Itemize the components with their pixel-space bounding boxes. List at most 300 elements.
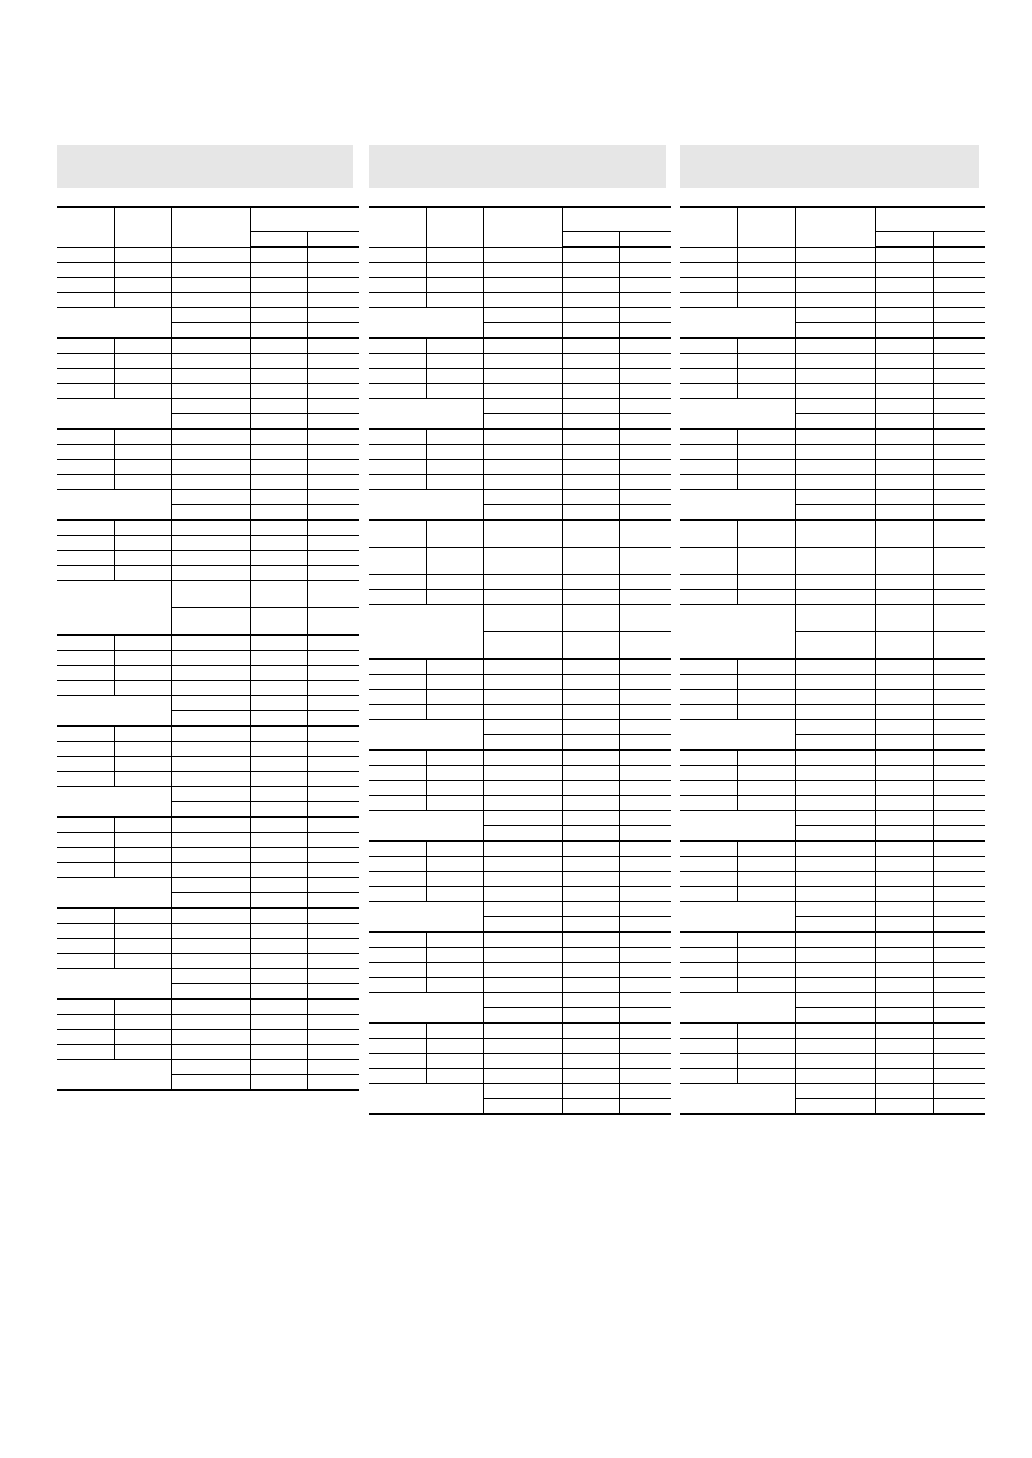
table-row: [680, 675, 985, 690]
table-row: [680, 520, 985, 548]
table-cell: [620, 948, 671, 963]
table-cell: [620, 575, 671, 590]
table-cell: [796, 1008, 875, 1024]
table-row: [57, 536, 359, 551]
table-cell: [562, 590, 619, 605]
table-cell: [562, 520, 619, 548]
table-cell: [250, 924, 307, 939]
table-cell: [172, 293, 251, 308]
summary-row: [57, 490, 359, 505]
table-row: [369, 781, 671, 796]
table-cell: [680, 750, 738, 766]
table-row: [57, 757, 359, 772]
table-row: [369, 575, 671, 590]
table-cell: [933, 475, 985, 490]
table-cell: [562, 263, 619, 278]
table-cell: [308, 1015, 359, 1030]
table-cell: [933, 766, 985, 781]
table-cell: [933, 308, 985, 323]
header-cell: [738, 207, 796, 247]
table-row: [57, 817, 359, 833]
header-cell: [369, 207, 426, 247]
summary-label-cell: [680, 605, 796, 660]
table-cell: [620, 354, 671, 369]
table-cell: [426, 1069, 483, 1084]
table-cell: [172, 247, 251, 263]
table-row: [57, 429, 359, 445]
table-cell: [484, 720, 563, 735]
table-row: [369, 978, 671, 993]
table-cell: [875, 735, 933, 751]
table-cell: [484, 263, 563, 278]
table-cell: [308, 247, 359, 263]
table-cell: [308, 1030, 359, 1045]
header-cell: [114, 207, 171, 247]
table-cell: [369, 948, 426, 963]
table-cell: [562, 308, 619, 323]
table-cell: [484, 675, 563, 690]
table-cell: [796, 1054, 875, 1069]
table-cell: [562, 1039, 619, 1054]
table-cell: [250, 1060, 307, 1075]
table-cell: [484, 490, 563, 505]
summary-row: [57, 308, 359, 323]
table-cell: [680, 690, 738, 705]
table-cell: [250, 772, 307, 787]
table-cell: [562, 917, 619, 933]
table-cell: [426, 948, 483, 963]
summary-row: [369, 308, 671, 323]
table-cell: [738, 766, 796, 781]
table-cell: [250, 908, 307, 924]
header-subcell: [933, 232, 985, 248]
table-cell: [114, 742, 171, 757]
table-cell: [620, 932, 671, 948]
table-row: [680, 429, 985, 445]
table-cell: [933, 460, 985, 475]
table-cell: [308, 323, 359, 339]
table-cell: [562, 414, 619, 430]
table-cell: [875, 399, 933, 414]
table-cell: [875, 278, 933, 293]
table-cell: [172, 1045, 251, 1060]
table-cell: [933, 605, 985, 632]
table-cell: [562, 632, 619, 660]
column-2: [369, 145, 671, 1115]
table-cell: [738, 590, 796, 605]
table-cell: [426, 932, 483, 948]
table-cell: [933, 354, 985, 369]
table-row: [369, 872, 671, 887]
table-cell: [562, 750, 619, 766]
table-cell: [172, 490, 251, 505]
table-cell: [620, 993, 671, 1008]
table-cell: [369, 750, 426, 766]
table-cell: [308, 551, 359, 566]
table-cell: [172, 711, 251, 727]
table-cell: [933, 1008, 985, 1024]
table-row: [57, 954, 359, 969]
table-cell: [308, 999, 359, 1015]
table-cell: [172, 787, 251, 802]
table-cell: [562, 887, 619, 902]
table-cell: [369, 354, 426, 369]
summary-row: [680, 490, 985, 505]
summary-label-cell: [57, 581, 172, 636]
table-row: [369, 750, 671, 766]
table-cell: [796, 460, 875, 475]
table-row: [680, 293, 985, 308]
table-cell: [57, 772, 114, 787]
table-row: [369, 963, 671, 978]
table-cell: [57, 954, 114, 969]
table-cell: [114, 278, 171, 293]
table-row: [57, 681, 359, 696]
table-row: [57, 651, 359, 666]
table-cell: [114, 924, 171, 939]
table-cell: [484, 1084, 563, 1099]
table-cell: [250, 445, 307, 460]
table-cell: [484, 902, 563, 917]
table-cell: [250, 1045, 307, 1060]
table-cell: [114, 833, 171, 848]
table-cell: [875, 490, 933, 505]
table-row: [57, 293, 359, 308]
summary-row: [369, 1084, 671, 1099]
table-cell: [875, 1039, 933, 1054]
table-cell: [796, 414, 875, 430]
table-cell: [484, 872, 563, 887]
summary-label-cell: [680, 720, 796, 751]
table-cell: [620, 338, 671, 354]
table-cell: [933, 399, 985, 414]
table-cell: [57, 536, 114, 551]
table-cell: [738, 520, 796, 548]
table-cell: [796, 1023, 875, 1039]
table-row: [680, 247, 985, 263]
table-cell: [484, 1069, 563, 1084]
table-row: [680, 766, 985, 781]
table-cell: [620, 826, 671, 842]
table-cell: [933, 414, 985, 430]
table-cell: [796, 293, 875, 308]
header-cell: [426, 207, 483, 247]
table-cell: [308, 536, 359, 551]
table-row: [680, 548, 985, 575]
table-cell: [114, 384, 171, 399]
table-cell: [796, 978, 875, 993]
table-cell: [484, 414, 563, 430]
table-cell: [875, 705, 933, 720]
table-cell: [875, 429, 933, 445]
table-cell: [875, 690, 933, 705]
table-cell: [562, 872, 619, 887]
table-row: [680, 1023, 985, 1039]
table-cell: [680, 963, 738, 978]
table-cell: [369, 857, 426, 872]
table-cell: [796, 690, 875, 705]
table-cell: [369, 475, 426, 490]
table-cell: [620, 278, 671, 293]
table-cell: [933, 1069, 985, 1084]
table-cell: [875, 917, 933, 933]
table-cell: [933, 278, 985, 293]
summary-row: [369, 720, 671, 735]
table-cell: [250, 954, 307, 969]
table-cell: [620, 902, 671, 917]
table-cell: [933, 796, 985, 811]
table-cell: [875, 993, 933, 1008]
table-cell: [680, 659, 738, 675]
table-cell: [562, 675, 619, 690]
table-cell: [680, 1023, 738, 1039]
table-cell: [933, 675, 985, 690]
table-cell: [933, 1099, 985, 1115]
summary-row: [369, 902, 671, 917]
table-cell: [562, 278, 619, 293]
table-cell: [738, 887, 796, 902]
summary-label-cell: [57, 696, 172, 727]
table-cell: [562, 338, 619, 354]
table-cell: [796, 1084, 875, 1099]
table-cell: [620, 659, 671, 675]
table-cell: [620, 917, 671, 933]
table-cell: [308, 263, 359, 278]
table-cell: [484, 887, 563, 902]
table-cell: [680, 675, 738, 690]
table-cell: [933, 659, 985, 675]
table-cell: [250, 293, 307, 308]
header-subcell: [875, 232, 933, 248]
table-cell: [484, 857, 563, 872]
table-cell: [57, 475, 114, 490]
table-cell: [796, 490, 875, 505]
table-row: [369, 705, 671, 720]
table-cell: [562, 978, 619, 993]
table-row: [57, 1015, 359, 1030]
table-cell: [57, 551, 114, 566]
table-cell: [562, 1084, 619, 1099]
table-cell: [57, 460, 114, 475]
header-cell: [680, 207, 738, 247]
table-cell: [562, 963, 619, 978]
table-cell: [484, 278, 563, 293]
table-cell: [796, 811, 875, 826]
table-cell: [738, 948, 796, 963]
table-cell: [875, 659, 933, 675]
header-cell: [57, 207, 114, 247]
table-cell: [933, 781, 985, 796]
table-cell: [308, 726, 359, 742]
summary-row: [369, 811, 671, 826]
table-cell: [875, 857, 933, 872]
table-row: [680, 590, 985, 605]
table-cell: [484, 475, 563, 490]
table-cell: [308, 505, 359, 521]
table-cell: [57, 651, 114, 666]
table-row: [57, 1045, 359, 1060]
table-cell: [369, 781, 426, 796]
table-cell: [933, 841, 985, 857]
table-cell: [114, 1045, 171, 1060]
table-row: [680, 978, 985, 993]
table-cell: [172, 505, 251, 521]
table-cell: [57, 817, 114, 833]
table-cell: [172, 939, 251, 954]
table-cell: [172, 893, 251, 909]
table-cell: [308, 1075, 359, 1091]
table-cell: [933, 293, 985, 308]
table-cell: [620, 796, 671, 811]
table-row: [369, 1069, 671, 1084]
table-cell: [796, 429, 875, 445]
table-cell: [426, 887, 483, 902]
table-row: [369, 445, 671, 460]
table-cell: [172, 802, 251, 818]
table-cell: [114, 247, 171, 263]
table-cell: [114, 475, 171, 490]
table-cell: [57, 278, 114, 293]
table-cell: [250, 711, 307, 727]
table-cell: [738, 705, 796, 720]
table-cell: [562, 796, 619, 811]
table-row: [57, 566, 359, 581]
table-cell: [875, 796, 933, 811]
table-cell: [369, 384, 426, 399]
table-cell: [738, 575, 796, 590]
table-cell: [172, 726, 251, 742]
table-row: [369, 766, 671, 781]
table-cell: [484, 548, 563, 575]
summary-row: [369, 490, 671, 505]
table-cell: [172, 354, 251, 369]
table-cell: [796, 475, 875, 490]
table-row: [369, 1054, 671, 1069]
table-cell: [250, 1075, 307, 1091]
table-cell: [620, 414, 671, 430]
table-cell: [484, 354, 563, 369]
table-cell: [875, 887, 933, 902]
table-cell: [738, 841, 796, 857]
table-cell: [369, 247, 426, 263]
table-cell: [114, 429, 171, 445]
summary-label-cell: [57, 490, 172, 521]
table-cell: [484, 811, 563, 826]
table-cell: [796, 1099, 875, 1115]
table-cell: [426, 460, 483, 475]
table-cell: [620, 460, 671, 475]
summary-label-cell: [369, 399, 484, 430]
table-cell: [933, 993, 985, 1008]
table-cell: [875, 475, 933, 490]
table-cell: [308, 848, 359, 863]
table-cell: [308, 757, 359, 772]
table-cell: [933, 705, 985, 720]
table-cell: [484, 659, 563, 675]
table-cell: [308, 293, 359, 308]
table-cell: [562, 505, 619, 521]
table-cell: [875, 263, 933, 278]
table-cell: [250, 787, 307, 802]
table-cell: [308, 742, 359, 757]
table-cell: [680, 1054, 738, 1069]
table-cell: [426, 384, 483, 399]
table-cell: [875, 247, 933, 263]
table-cell: [369, 1069, 426, 1084]
table-cell: [114, 520, 171, 536]
table-cell: [620, 323, 671, 339]
table-cell: [250, 581, 307, 608]
table-row: [680, 841, 985, 857]
table-cell: [114, 817, 171, 833]
table-cell: [875, 384, 933, 399]
table-cell: [875, 1084, 933, 1099]
data-table: [369, 206, 671, 1115]
table-cell: [308, 954, 359, 969]
table-cell: [620, 293, 671, 308]
table-cell: [172, 536, 251, 551]
table-cell: [369, 659, 426, 675]
table-cell: [172, 772, 251, 787]
summary-label-cell: [680, 811, 796, 842]
summary-label-cell: [57, 969, 172, 1000]
table-cell: [308, 924, 359, 939]
table-row: [57, 263, 359, 278]
table-cell: [484, 520, 563, 548]
table-cell: [796, 902, 875, 917]
table-cell: [875, 750, 933, 766]
table-cell: [250, 651, 307, 666]
table-cell: [426, 978, 483, 993]
table-row: [57, 726, 359, 742]
table-cell: [933, 690, 985, 705]
table-cell: [172, 414, 251, 430]
table-row: [57, 460, 359, 475]
table-cell: [562, 993, 619, 1008]
table-cell: [484, 735, 563, 751]
table-cell: [57, 863, 114, 878]
summary-label-cell: [57, 1060, 172, 1091]
table-cell: [796, 841, 875, 857]
table-cell: [738, 690, 796, 705]
table-cell: [308, 490, 359, 505]
table-row: [680, 690, 985, 705]
table-cell: [796, 993, 875, 1008]
table-cell: [738, 1054, 796, 1069]
table-cell: [308, 460, 359, 475]
summary-label-cell: [369, 490, 484, 521]
table-cell: [172, 833, 251, 848]
table-cell: [620, 841, 671, 857]
table-cell: [369, 445, 426, 460]
table-cell: [875, 445, 933, 460]
table-cell: [114, 681, 171, 696]
table-cell: [308, 939, 359, 954]
table-cell: [172, 666, 251, 681]
table-cell: [620, 735, 671, 751]
table-cell: [172, 924, 251, 939]
table-row: [369, 247, 671, 263]
header-group-cell: [562, 207, 671, 232]
table-cell: [484, 932, 563, 948]
table-cell: [57, 369, 114, 384]
table-cell: [369, 263, 426, 278]
table-cell: [57, 999, 114, 1015]
summary-row: [57, 969, 359, 984]
section-heading-band: [680, 145, 979, 188]
table-cell: [426, 338, 483, 354]
table-cell: [796, 948, 875, 963]
